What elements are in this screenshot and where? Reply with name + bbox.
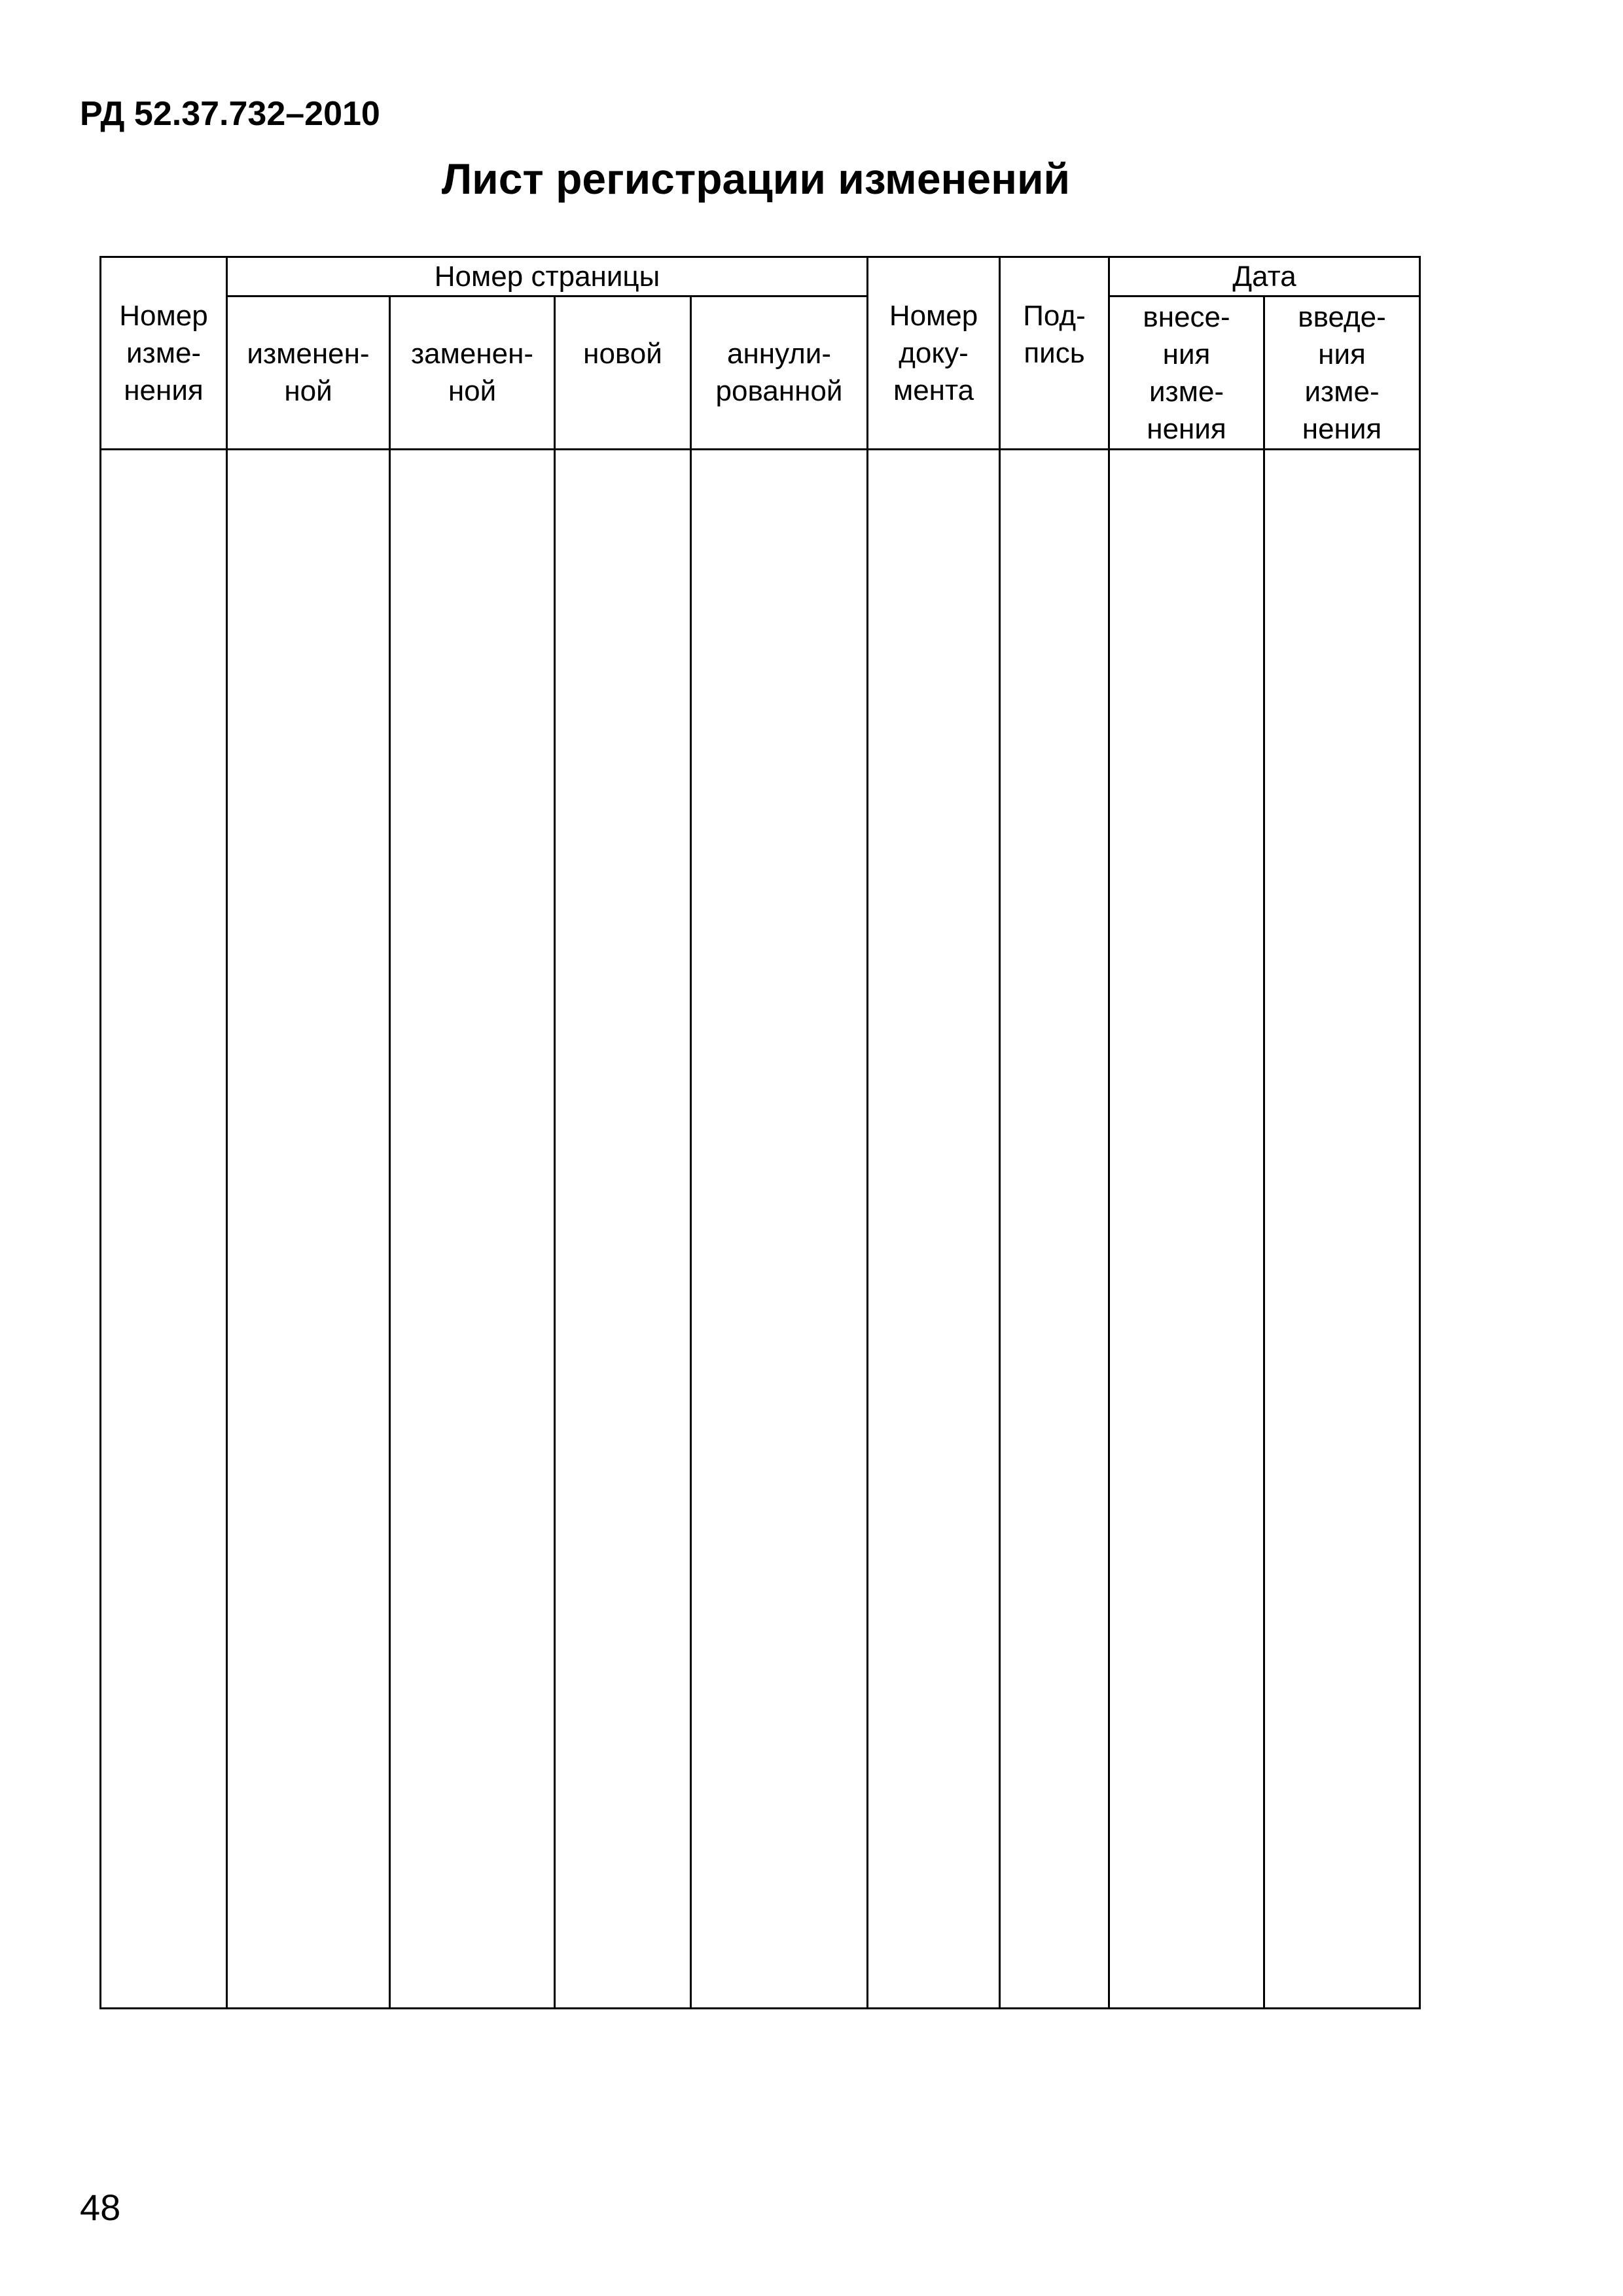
header-date-group: Дата: [1109, 257, 1420, 296]
cell-date-introduced[interactable]: [1264, 450, 1420, 2009]
table-body-row: [101, 450, 1420, 2009]
header-signature: Под- пись: [1000, 257, 1109, 450]
document-code: РД 52.37.732–2010: [80, 95, 380, 133]
page-number: 48: [80, 2187, 121, 2228]
table-header-row-1: [101, 257, 1420, 296]
change-registration-table: [99, 256, 1421, 2009]
cell-replaced-page[interactable]: [390, 450, 555, 2009]
table-header-row-2: [101, 296, 1420, 450]
header-changed-page: изменен- ной: [227, 296, 390, 450]
header-date-entered: внесе- ния изме- нения: [1109, 296, 1264, 450]
header-date-introduced: введе- ния изме- нения: [1264, 296, 1420, 450]
cell-new-page[interactable]: [555, 450, 691, 2009]
header-replaced-page: заменен- ной: [390, 296, 555, 450]
header-page-number-group: Номер страницы: [227, 257, 868, 296]
header-document-number: Номер доку- мента: [868, 257, 1000, 450]
cell-annulled-page[interactable]: [691, 450, 868, 2009]
cell-changed-page[interactable]: [227, 450, 390, 2009]
cell-change-number[interactable]: [101, 450, 227, 2009]
page-title: Лист регистрации изменений: [441, 154, 1071, 203]
cell-signature[interactable]: [1000, 450, 1109, 2009]
cell-document-number[interactable]: [868, 450, 1000, 2009]
header-change-number: Номер изме- нения: [101, 257, 227, 450]
cell-date-entered[interactable]: [1109, 450, 1264, 2009]
header-new-page: новой: [555, 296, 691, 450]
header-annulled-page: аннули- рованной: [691, 296, 868, 450]
